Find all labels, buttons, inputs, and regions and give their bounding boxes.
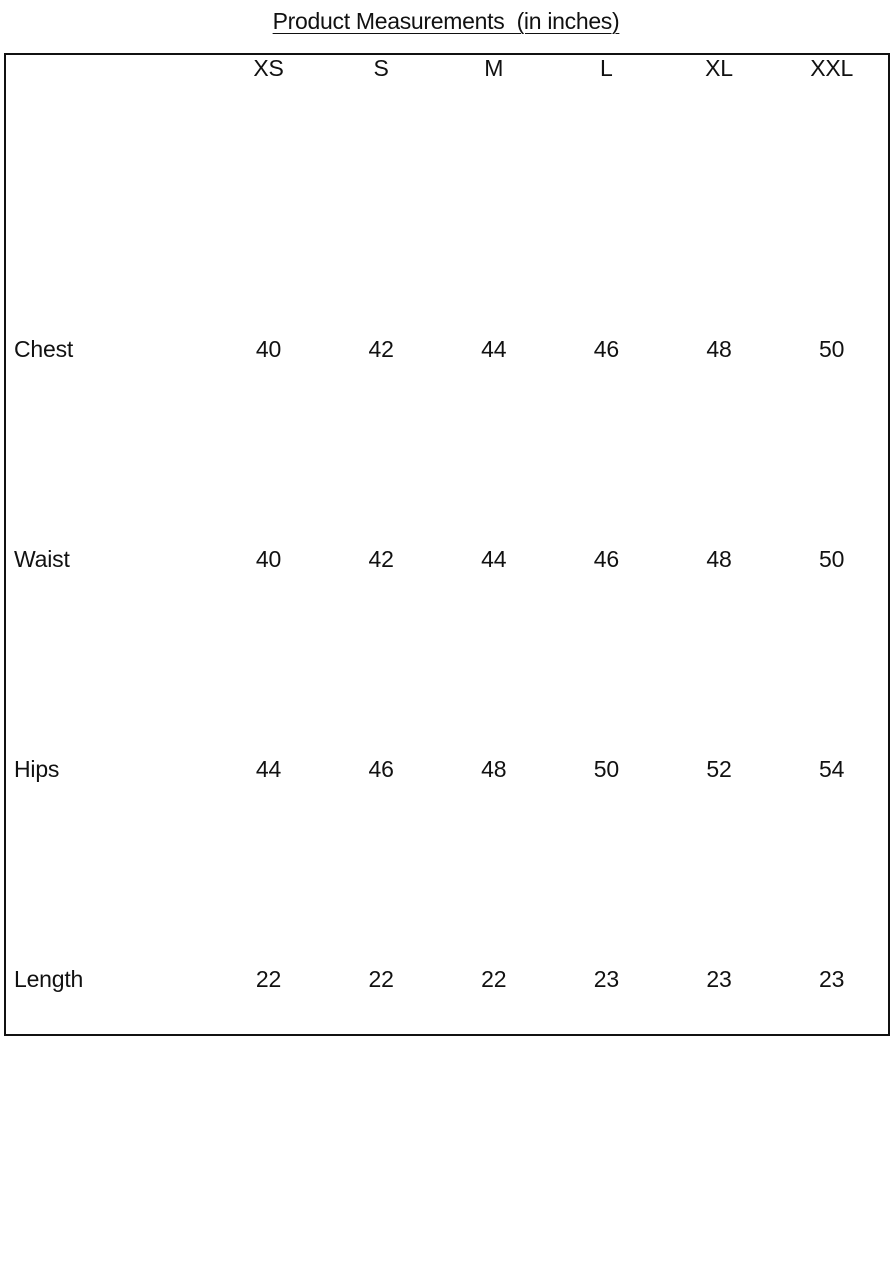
size-header-m: M xyxy=(484,55,504,81)
table-cell: 42 xyxy=(368,546,394,572)
measurements-table xyxy=(6,55,888,1268)
page-title xyxy=(0,6,892,36)
header-corner-cell xyxy=(6,55,212,126)
size-header-xxl: XXL xyxy=(810,55,854,81)
table-cell: 40 xyxy=(255,336,282,362)
table-cell: 23 xyxy=(593,966,619,992)
table-cell: 46 xyxy=(368,756,394,782)
table-row-hips xyxy=(6,697,888,907)
size-header-s: S xyxy=(373,55,389,81)
table-cell: 48 xyxy=(706,546,732,572)
table-cell: 48 xyxy=(706,336,732,362)
size-header-xs: XS xyxy=(253,55,284,81)
table-cell: 46 xyxy=(593,336,619,362)
empty-row xyxy=(6,126,888,277)
table-cell: 23 xyxy=(819,966,845,992)
empty-row xyxy=(6,1117,888,1268)
table-cell: 22 xyxy=(368,966,394,992)
row-label-length: Length xyxy=(14,966,84,992)
size-header-row xyxy=(6,55,888,126)
table-cell: 44 xyxy=(255,756,282,782)
table-cell: 50 xyxy=(819,336,845,362)
page-title-text: Product Measurements (in inches) xyxy=(272,8,620,34)
row-label-chest: Chest xyxy=(14,336,74,362)
table-cell: 42 xyxy=(368,336,394,362)
empty-cell xyxy=(6,1117,888,1268)
row-label-hips: Hips xyxy=(14,756,60,782)
table-cell: 52 xyxy=(706,756,732,782)
table-cell: 22 xyxy=(255,966,282,992)
table-cell: 50 xyxy=(819,546,845,572)
table-row-length xyxy=(6,907,888,1117)
table-cell: 48 xyxy=(481,756,507,782)
size-header-l: L xyxy=(600,55,613,81)
table-cell: 50 xyxy=(593,756,619,782)
row-label-waist: Waist xyxy=(14,546,70,572)
table-cell: 40 xyxy=(255,546,282,572)
table-cell: 54 xyxy=(819,756,845,782)
table-cell: 23 xyxy=(706,966,732,992)
measurements-table-frame xyxy=(4,53,890,1036)
table-cell: 44 xyxy=(481,336,507,362)
table-cell: 46 xyxy=(593,546,619,572)
table-row-chest xyxy=(6,277,888,487)
table-cell: 22 xyxy=(481,966,507,992)
table-cell: 44 xyxy=(481,546,507,572)
size-header-xl: XL xyxy=(705,55,733,81)
empty-cell xyxy=(6,126,888,277)
table-row-waist xyxy=(6,487,888,697)
